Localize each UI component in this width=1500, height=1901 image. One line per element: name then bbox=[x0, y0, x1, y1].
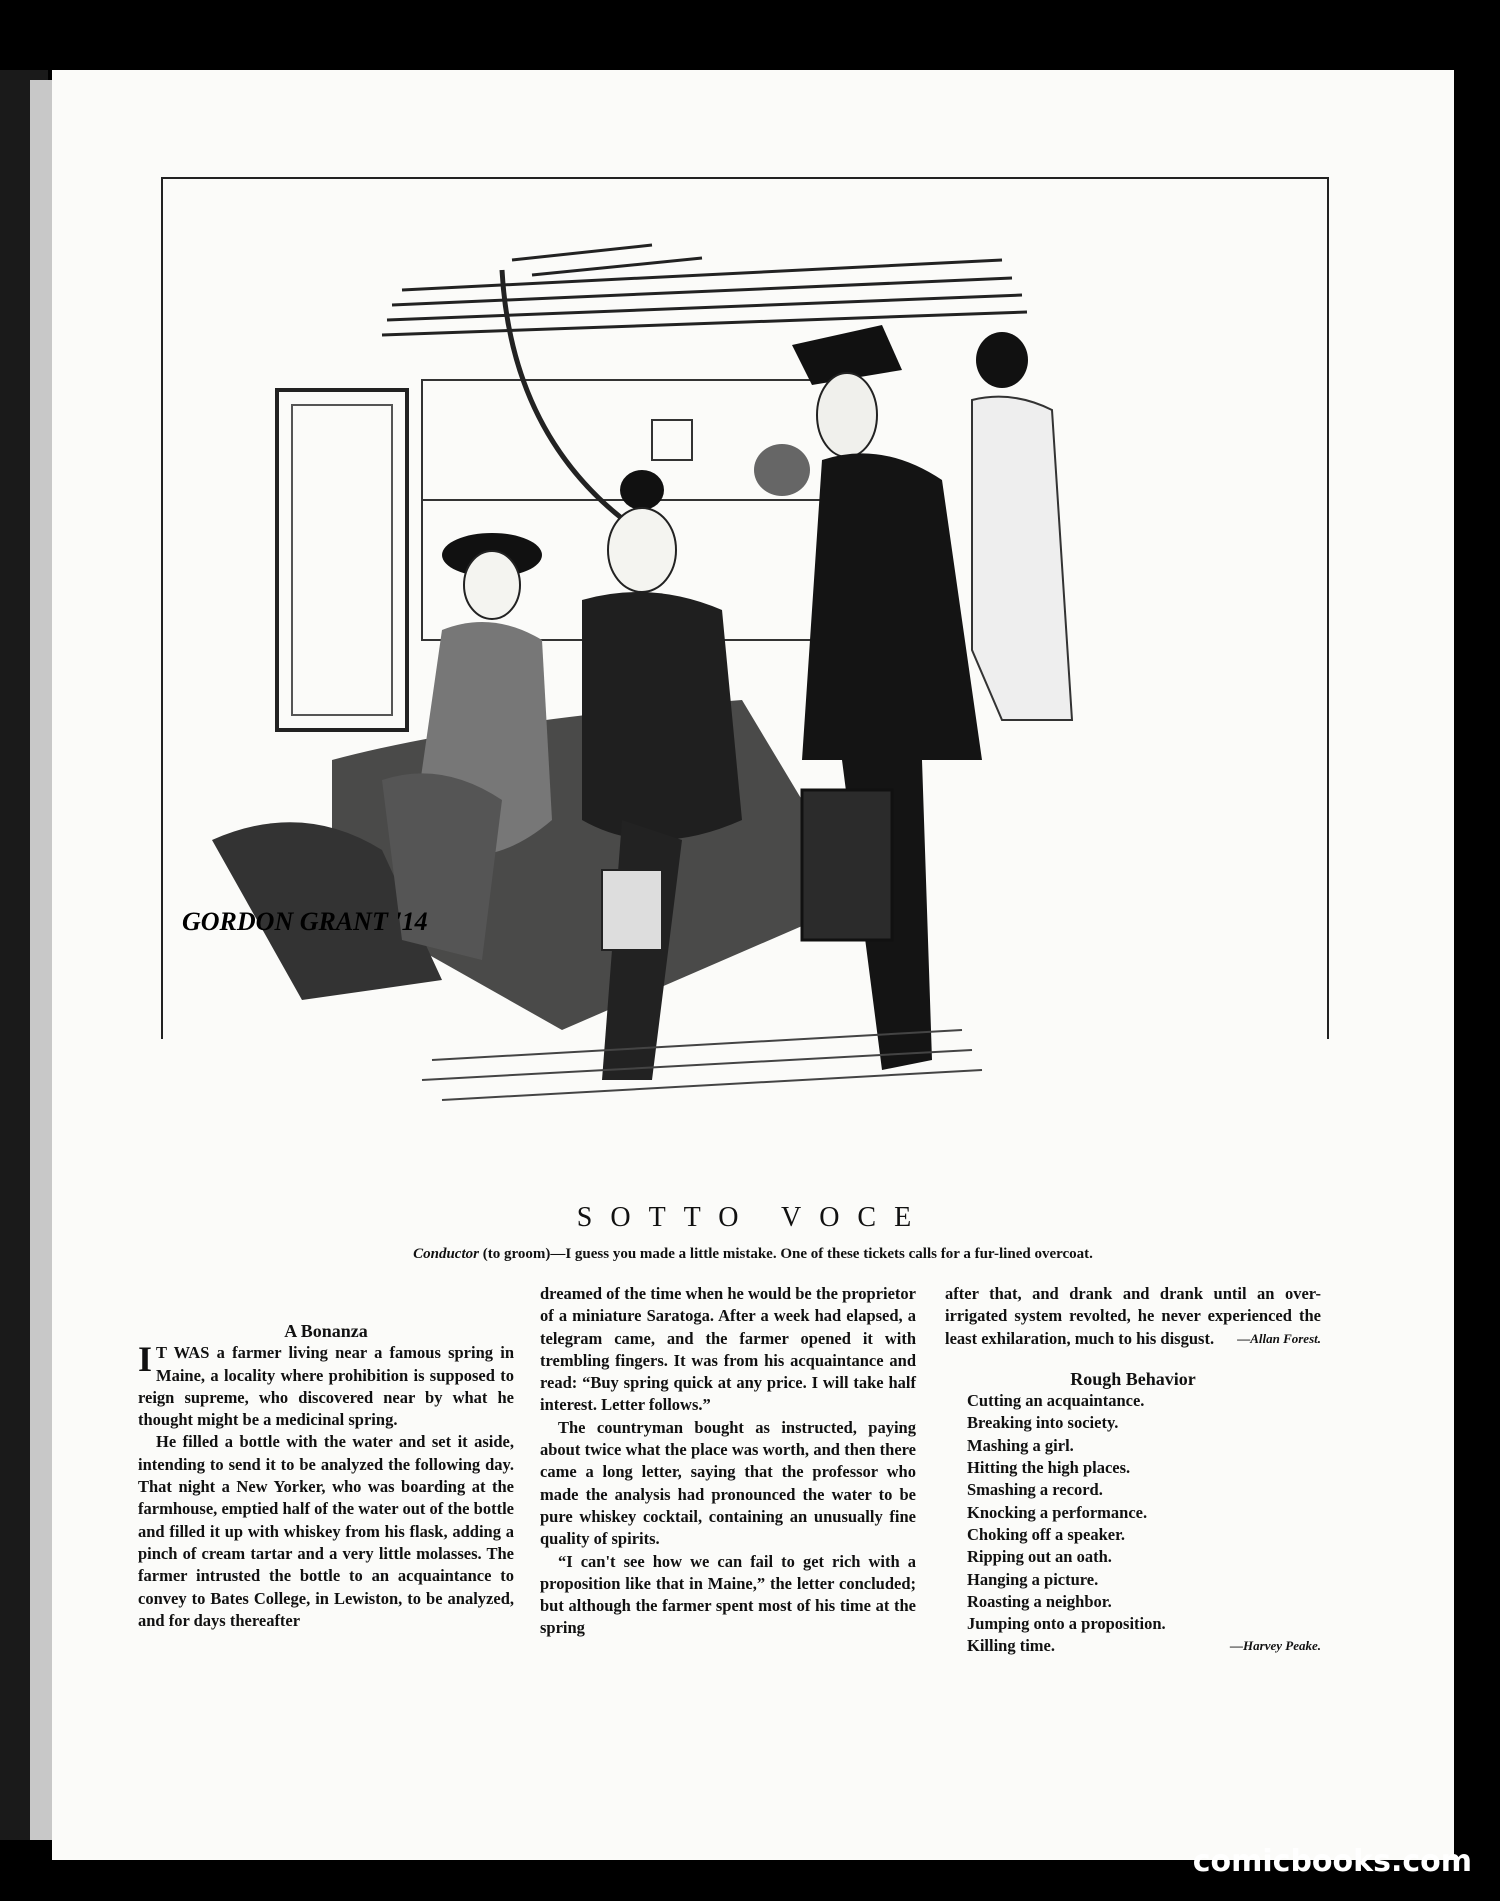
rough-author: —Harvey Peake. bbox=[1230, 1638, 1321, 1654]
list-item: Hanging a picture. bbox=[967, 1569, 1099, 1589]
list-item: Cutting an acquaintance. bbox=[967, 1391, 1145, 1411]
list-item: Killing time. —Harvey Peake. bbox=[967, 1635, 1321, 1657]
list-item: Roasting a neighbor. bbox=[967, 1591, 1112, 1611]
bonanza-paragraph-4: The countryman bought as instructed, paying about twice what the place was worth, and then there came a long letter, saying that the professor who made the analysis had pronounced the water to be pure whiskey cocktail, containing an unusually fine quality of spirits. bbox=[540, 1417, 916, 1549]
column-3 bbox=[945, 1283, 1321, 1658]
cartoon-caption bbox=[52, 1246, 1454, 1263]
train-car-illustration bbox=[182, 200, 1322, 1230]
list-item: Knocking a performance. bbox=[967, 1502, 1148, 1522]
list-item: Mashing a girl. bbox=[967, 1435, 1074, 1455]
magazine-page bbox=[52, 70, 1454, 1860]
bonanza-heading: A Bonanza bbox=[284, 1321, 368, 1341]
bonanza-author: —Allan Forest. bbox=[1237, 1330, 1321, 1346]
column-1 bbox=[138, 1320, 514, 1632]
list-item: Jumping onto a proposition. bbox=[967, 1614, 1166, 1634]
caption-text: (to groom)—I guess you made a little mistake. One of these tickets calls for a fur-lined overcoat. bbox=[478, 1246, 1093, 1262]
bonanza-paragraph-2: He filled a bottle with the water and set it aside, intending to send it to be analyzed the following day. That night a New Yorker, who was boarding at the farmhouse, emptied half of the water out of the bottle and filled it up with whiskey from his flask, adding a pinch of cream tartar and a very little molasses. The farmer intrusted the bottle to an acquaintance to convey to Bates College, in Lewiston, to be analyzed, and for days thereafter bbox=[138, 1432, 514, 1630]
page-edge bbox=[30, 80, 54, 1840]
bonanza-paragraph-6: after that, and drank and drank until an over-irrigated system revolted, he never experienced the least exhilaration, much to his disgust. —Allan Forest. bbox=[945, 1283, 1321, 1350]
column-2 bbox=[540, 1283, 916, 1640]
cartoon-title: SOTTO VOCE bbox=[576, 1202, 930, 1233]
bonanza-paragraph-3: dreamed of the time when he would be the proprietor of a miniature Saratoga. After a week had elapsed, a telegram came, and the farmer opened it with trembling fingers. It was from his acquaintance and read: “Buy spring quick at any price. I will take half interest. Letter follows.” bbox=[540, 1284, 916, 1415]
bonanza-paragraph-5: “I can't see how we can fail to get rich with a proposition like that in Maine,” the letter concluded; but although the farmer spent most of his time at the spring bbox=[540, 1551, 916, 1638]
watermark: comicbooks.com bbox=[1192, 1844, 1472, 1879]
list-item: Hitting the high places. bbox=[967, 1458, 1131, 1478]
rough-heading: Rough Behavior bbox=[1070, 1368, 1196, 1389]
artist-signature: GORDON GRANT '14 bbox=[182, 907, 428, 936]
drop-cap: I bbox=[138, 1339, 153, 1380]
list-item: Breaking into society. bbox=[967, 1413, 1119, 1433]
bonanza-paragraph-1: I T WAS a farmer living near a famous spring in Maine, a locality where prohibition is supposed to reign supreme, who discovered near by what he thought might be a medicinal spring. bbox=[138, 1339, 514, 1430]
list-item: Choking off a speaker. bbox=[967, 1524, 1125, 1544]
list-item: Ripping out an oath. bbox=[967, 1547, 1112, 1567]
rough-list bbox=[945, 1390, 1321, 1658]
list-item: Smashing a record. bbox=[967, 1480, 1103, 1500]
caption-speaker: Conductor bbox=[413, 1246, 479, 1262]
